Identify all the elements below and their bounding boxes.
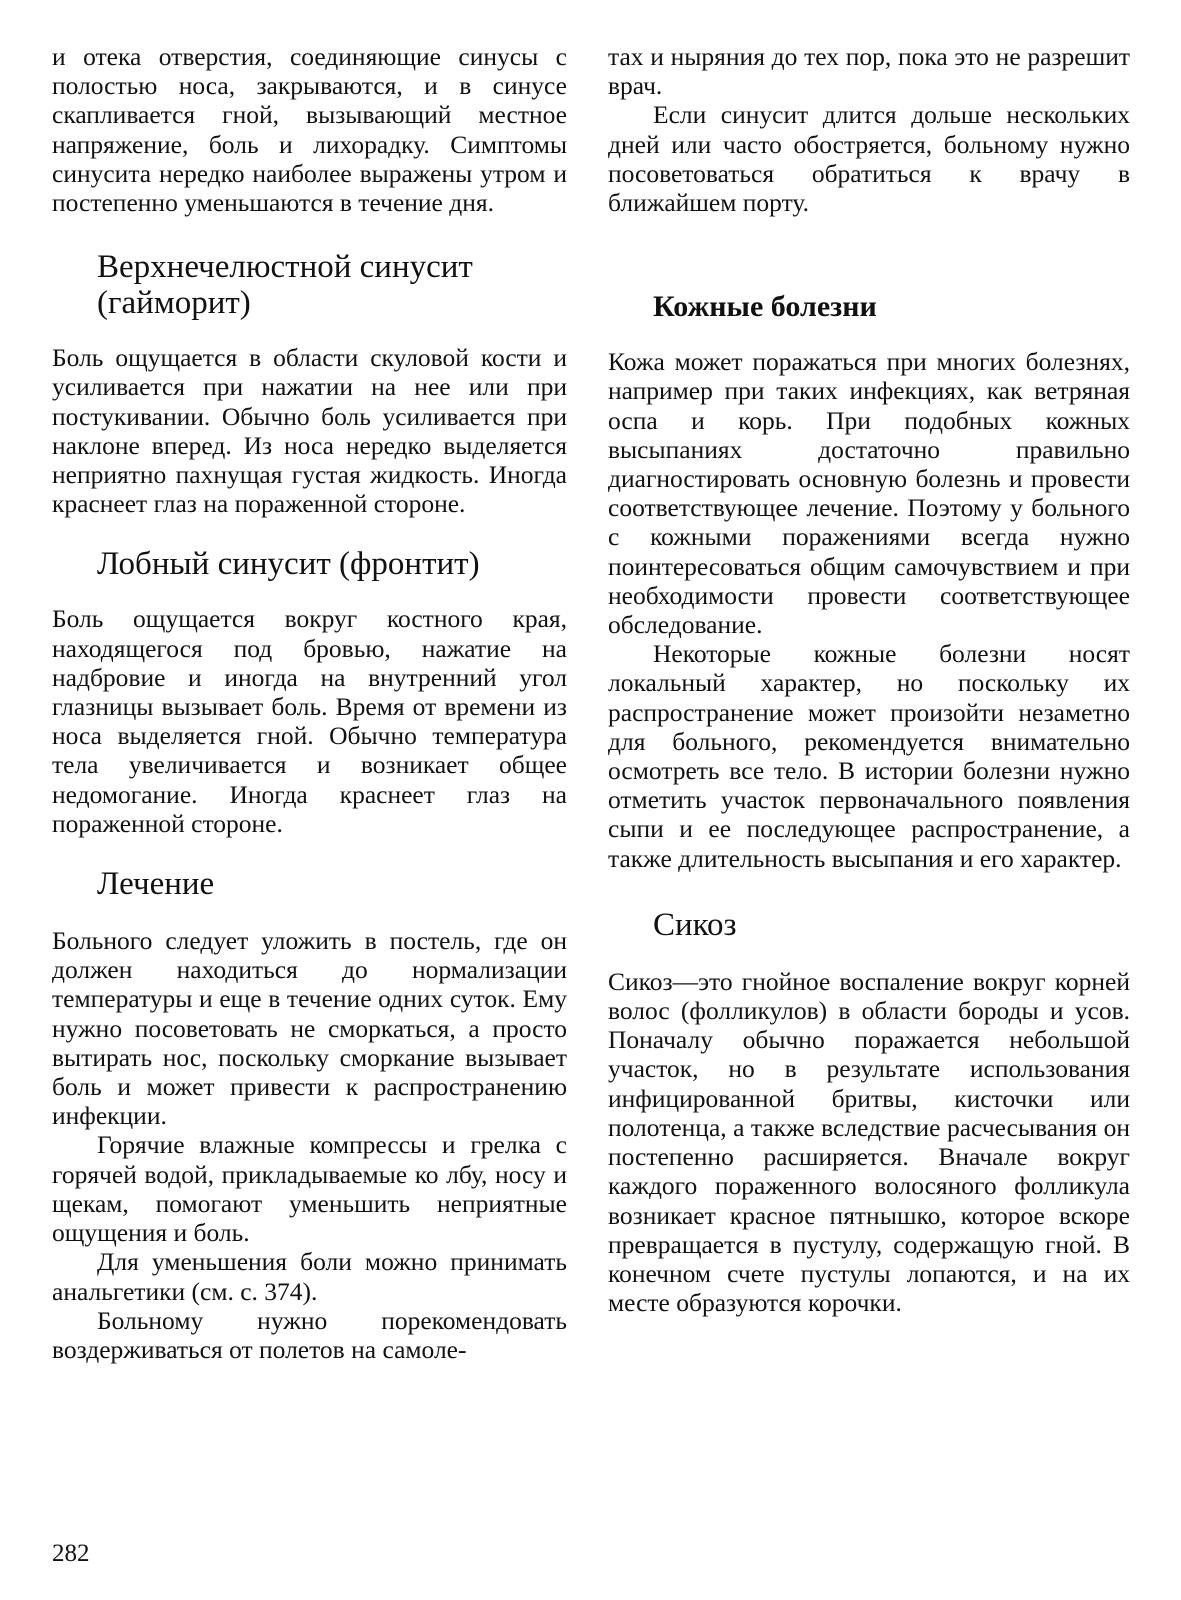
paragraph-skin-diseases-2: Некоторые кожные болезни носят локальный характер, но поскольку их распространение может произойти незаметно для больного, рекомендуется внимательно осмотреть все тело. В истории болезни нужно отметить участок первоначального появления сыпи и ее последующее распространение, а также длительность высыпания и его характер. bbox=[608, 639, 1130, 873]
paragraph-intro: и отека отверстия, соединяющие синусы с полостью носа, закрываются, и в синусе скапливается гной, вызывающий местное напряжение, боль и лихорадку. Симптомы синусита нередко наиболее выражены утром и постепенно уменьшаются в течение дня. bbox=[52, 42, 567, 218]
heading-maxillary-sinusitis: Верхнечелюстной синусит (гайморит) bbox=[97, 249, 473, 322]
paragraph-treatment-3: Для уменьшения боли можно принимать анальгетики (см. с. 374). bbox=[52, 1247, 567, 1306]
paragraph-skin-diseases-1: Кожа может поражаться при многих болезнях, например при таких инфекциях, как ветряная оспа и корь. При подобных кожных высыпаниях достаточно правильно диагностировать основную болезнь и провести соответствующее лечение. Поэтому у больного с кожными поражениями всегда нужно поинтересоваться общим самочувствием и при необходимости провести соответствующее обследование. bbox=[608, 347, 1130, 640]
paragraph-treatment-4: Больному нужно порекомендовать воздерживаться от полетов на самоле- bbox=[52, 1305, 567, 1364]
paragraph-frontal-sinusitis: Боль ощущается вокруг костного края, находящегося под бровью, нажатие на надбровие и иногда на внутренний угол глазницы вызывает боль. Время от времени из носа выделяется гной. Обычно температура тела увеличивается и возникает общее недомогание. Иногда краснеет глаз на пораженной стороне. bbox=[52, 604, 567, 838]
paragraph-maxillary-sinusitis: Боль ощущается в области скуловой кости и усиливается при нажатии на нее или при постукивании. Обычно боль усиливается при наклоне вперед. Из носа нередко выделяется неприятно пахнущая густая жидкость. Иногда краснеет глаз на пораженной стороне. bbox=[52, 343, 567, 519]
heading-frontal-sinusitis: Лобный синусит (фронтит) bbox=[97, 546, 480, 583]
paragraph-sycosis: Сикоз—это гнойное воспаление вокруг корней волос (фолликулов) в области бороды и усов. Поначалу обычно поражается небольшой участок, но в результате использования инфицированной бритвы, кисточки или полотенца, а также вследствие расчесывания он постепенно расширяется. Вначале вокруг каждого пораженного волосяного фолликула возникает красное пятнышко, которое вскоре превращается в пустулу, содержащую гной. В конечном счете пустулы лопаются, и на их месте образуются корочки. bbox=[608, 966, 1130, 1318]
heading-treatment: Лечение bbox=[97, 866, 215, 903]
heading-sycosis: Сикоз bbox=[653, 906, 737, 943]
page-number: 282 bbox=[52, 1540, 90, 1567]
right-column bbox=[608, 42, 1130, 1317]
paragraph-treatment-1: Больного следует уложить в постель, где он должен находиться до нормализации температуры и еще в течение одних суток. Ему нужно посоветовать не сморкаться, а просто вытирать нос, поскольку сморкание вызывает боль и может привести к распространению инфекции. bbox=[52, 926, 567, 1131]
left-column bbox=[52, 42, 567, 1364]
paragraph-treatment-2: Горячие влажные компрессы и грелка с горячей водой, прикладываемые ко лбу, носу и щекам, помогают уменьшить неприятные ощущения и боль. bbox=[52, 1130, 567, 1248]
paragraph-see-doctor: Если синусит длится дольше нескольких дней или часто обостряется, больному нужно посоветоваться обратиться к врачу в ближайшем порту. bbox=[608, 100, 1130, 218]
heading-skin-diseases: Кожные болезни bbox=[653, 290, 877, 324]
paragraph-continuation: тах и ныряния до тех пор, пока это не разрешит врач. bbox=[608, 42, 1130, 101]
